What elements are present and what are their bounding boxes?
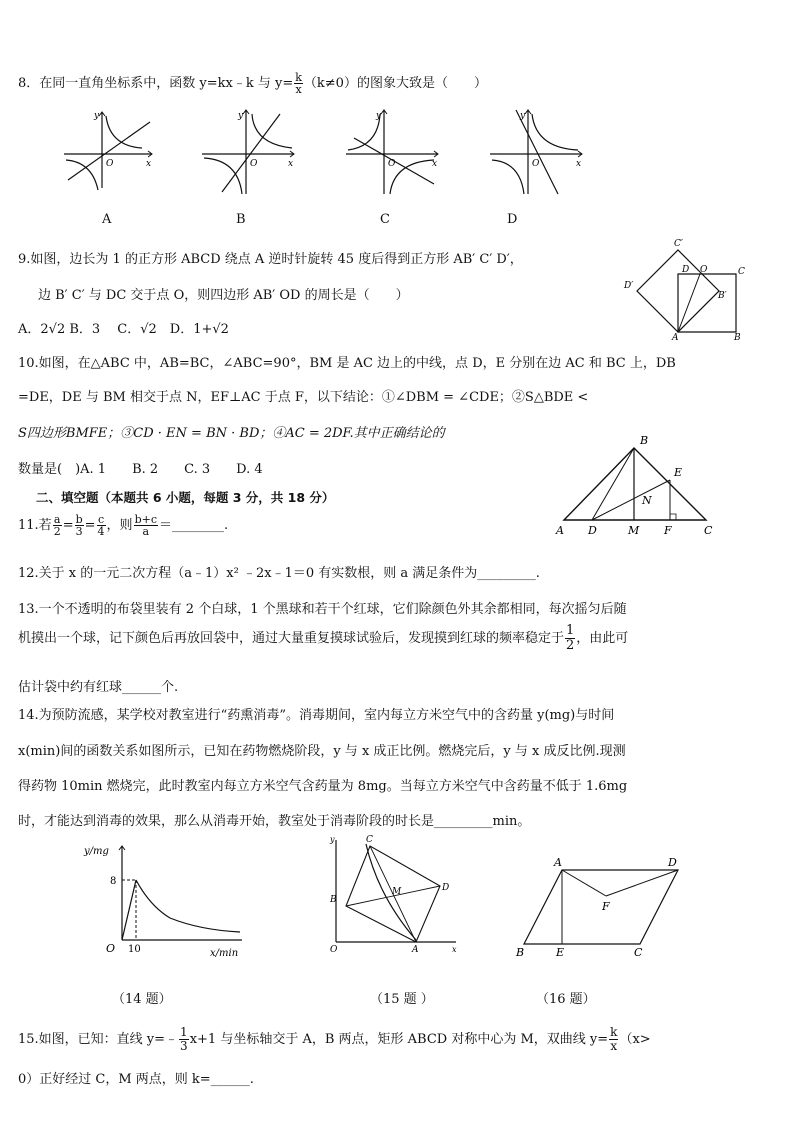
q12-stem: 12.关于 x 的一元二次方程（a﹣1）x² ﹣2x﹣1＝0 有实数根，则 a 满足条件为_________. <box>18 566 540 581</box>
q10-label-n: N <box>642 494 652 507</box>
q11-mid: ，则 <box>106 518 133 533</box>
fig16-label-d: D <box>668 856 677 869</box>
q8a-origin-label: O <box>106 159 114 169</box>
q8b-y-label: y <box>238 111 244 121</box>
q11-prefix: 11.若 <box>18 518 52 533</box>
q8c-x-label: x <box>432 159 438 169</box>
fig14-caption: （14 题） <box>112 992 172 1007</box>
fig15 <box>320 836 460 956</box>
q8d-origin-label: O <box>532 159 540 169</box>
q8-graph-d <box>488 108 588 198</box>
q8a-x-label: x <box>146 159 152 169</box>
q8-text: 8．在同一直角坐标系中，函数 y=kx﹣k 与 y= <box>18 76 294 91</box>
fig16-label-b: B <box>516 946 525 959</box>
q9-line1: 9.如图，边长为 1 的正方形 ABCD 绕点 A 逆时针旋转 45 度后得到正方形 AB′ C′ D′， <box>18 252 523 267</box>
fig15-label-o: O <box>330 945 338 955</box>
fig16-label-e: E <box>556 946 565 959</box>
fig14-ylabel: y/mg <box>84 846 109 857</box>
q15-line1: 15.如图，已知：直线 y=﹣ $\frac{1}{3}$ x+1 与坐标轴交于 A，B 两点，矩形 ABCD 对称中心为 M，双曲线 y= $\frac{k}{x}$ （x> <box>18 1025 651 1053</box>
q9-label-a: A <box>672 333 679 343</box>
q8c-y-label: y <box>376 111 382 121</box>
q8-fraction: $\frac{k}{x}$ <box>295 71 302 96</box>
q14-line2: x(min)间的函数关系如图所示，已知在药物燃烧阶段，y 与 x 成正比例。燃烧完后，y 与 x 成反比例.现测 <box>18 744 626 759</box>
fig14-y8: 8 <box>110 876 117 887</box>
fig15-caption: （15 题 ） <box>370 992 434 1007</box>
q15-fraction-a: $\frac{1}{3}$ <box>180 1025 188 1053</box>
q8-stem <box>18 72 487 95</box>
q10-line3: S四边形BMFE；③CD · EN = BN · BD；④AC = 2DF.其中正确结论的 <box>18 426 445 441</box>
q8-graph-a <box>62 108 158 192</box>
q9-line2: 边 B′ C′ 与 DC 交于点 O，则四边形 AB′ OD 的周长是（ ） <box>38 288 409 303</box>
q8b-origin-label: O <box>250 159 258 169</box>
q11-frac-c: $\frac{c}{4}$ <box>97 513 105 538</box>
q8d-x-label: x <box>576 159 582 169</box>
fig14 <box>70 840 250 970</box>
fig15-label-d: D <box>442 883 450 893</box>
fig16 <box>510 852 700 962</box>
q9-label-o: O <box>700 265 708 275</box>
q9-label-b1: B′ <box>718 291 727 301</box>
fig15-label-b: B <box>330 895 337 905</box>
q9-options: A．2√2 B．3 C．√2 D．1+√2 <box>18 322 229 337</box>
fig15-label-m: M <box>392 887 402 897</box>
q8c-origin-label: O <box>388 159 396 169</box>
q10-label-e: E <box>674 466 683 479</box>
q8-option-b: B <box>236 212 246 227</box>
q14-line3: 得药物 10min 燃烧完，此时教室内每立方米空气含药量为 8mg。当每立方米空气中含药量不低于 1.6mg <box>18 779 628 794</box>
q8-graph-b <box>200 108 300 198</box>
q10-line2: =DE，DE 与 BM 相交于点 N，EF⊥AC 于点 F，以下结论：①∠DBM = ∠CDE；②S△BDE < <box>18 390 589 405</box>
q11-frac-b: $\frac{b}{3}$ <box>75 513 83 538</box>
section2-heading: 二、填空题（本题共 6 小题，每题 3 分，共 18 分） <box>36 490 335 505</box>
q10-label-c: C <box>704 524 713 537</box>
q8-graph-c <box>344 108 444 198</box>
q9-label-d1: D′ <box>624 281 634 291</box>
q14-line1: 14.为预防流感，某学校对教室进行“药熏消毒”。消毒期间，室内每立方米空气中的含药量 y(mg)与时间 <box>18 708 615 723</box>
q10-figure <box>554 428 724 538</box>
q14-line4: 时，才能达到消毒的效果，那么从消毒开始，教室处于消毒阶段的时长是_________min。 <box>18 814 531 829</box>
q8d-y-label: y <box>520 111 526 121</box>
q10-label-m: M <box>628 524 640 537</box>
fig15-label-a: A <box>412 945 419 955</box>
q13-line1: 13.一个不透明的布袋里装有 2 个白球，1 个黑球和若干个红球，它们除颜色外其余都相同，每次摇匀后随 <box>18 602 627 617</box>
q13-line3: 估计袋中约有红球______个. <box>18 680 179 695</box>
fig16-label-f: F <box>602 900 610 913</box>
q10-label-a: A <box>556 524 564 537</box>
fig15-label-y: y <box>330 835 335 844</box>
q9-label-c: C <box>738 267 745 277</box>
q11-frac-result: $\frac{b+c}{a}$ <box>134 513 157 538</box>
q10-line1: 10.如图，在△ABC 中，AB=BC，∠ABC=90°，BM 是 AC 边上的中线，点 D，E 分别在边 AC 和 BC 上，DB <box>18 356 676 371</box>
q10-label-d: D <box>588 524 597 537</box>
fig16-label-a: A <box>554 856 562 869</box>
q13-fraction: $\frac{1}{2}$ <box>566 623 575 653</box>
fig14-x10: 10 <box>128 944 141 955</box>
q11-suffix: ＝________. <box>158 518 229 533</box>
q15-line2: 0）正好经过 C，M 两点，则 k=______. <box>18 1072 254 1087</box>
q9-label-c1: C′ <box>674 239 683 249</box>
fig14-origin: O <box>106 942 116 955</box>
q9-label-b: B <box>734 333 741 343</box>
q10-label-b: B <box>640 434 649 447</box>
q8a-y-label: y <box>94 111 100 121</box>
q8-option-a: A <box>102 212 112 227</box>
fig15-label-c: C <box>366 835 373 845</box>
fig14-xlabel: x/min <box>210 948 239 959</box>
fig15-label-x: x <box>452 945 457 954</box>
q13-line2: 机摸出一个球，记下颜色后再放回袋中，通过大量重复摸球试验后，发现摸到红球的频率稳定于 $\frac{1}{2}$ ，由此可 <box>18 623 629 653</box>
q10-label-f: F <box>664 524 672 537</box>
q9-label-d: D <box>682 265 690 275</box>
q11-frac-a: $\frac{a}{2}$ <box>53 513 61 538</box>
q8-option-d: D <box>507 212 518 227</box>
q8b-x-label: x <box>288 159 294 169</box>
q15-fraction-b: $\frac{k}{x}$ <box>610 1025 618 1053</box>
q8-tail: （k≠0）的图象大致是（ ） <box>303 76 487 91</box>
fig16-label-c: C <box>634 946 643 959</box>
q9-figure <box>622 236 748 343</box>
q8-option-c: C <box>380 212 390 227</box>
q11-stem: 11.若 $\frac{a}{2}$ = $\frac{b}{3}$ = $\frac{c}{4}$ ，则 $\frac{b+c}{a}$ ＝________. <box>18 513 229 538</box>
fig16-caption: （16 题） <box>536 992 596 1007</box>
q10-line4: 数量是( )A. 1 B. 2 C. 3 D. 4 <box>18 462 263 477</box>
